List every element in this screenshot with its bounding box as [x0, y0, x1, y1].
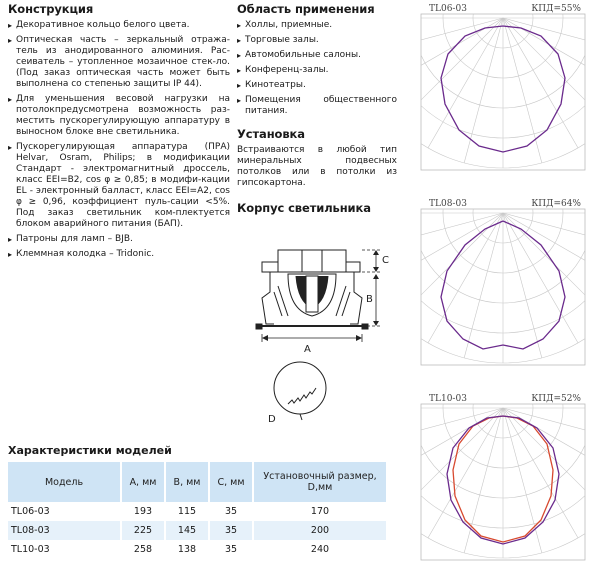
cell-b: 138	[165, 540, 209, 559]
diagram-model-label: TL08-03	[429, 199, 467, 209]
header-b: B, мм	[165, 462, 209, 502]
header-d: Установочный размер, D,мм	[253, 462, 386, 502]
application-item: ▸ Холлы, приемные.	[237, 20, 397, 31]
installation-title: Установка	[237, 127, 305, 141]
cell-b: 115	[165, 502, 209, 521]
dim-b-label: B	[366, 294, 373, 305]
cell-a: 258	[121, 540, 165, 559]
diagram-efficiency-label: КПД=52%	[531, 394, 581, 404]
table-row	[8, 521, 386, 540]
dim-a-label: A	[304, 344, 311, 355]
models-table-title: Характеристики моделей	[8, 444, 172, 457]
cell-d: 170	[253, 502, 386, 521]
construction-item: ▸ Пускорегулирующая аппаратура (ПРА) Helvar, Osram, Philips; в модификации Стандарт - электромагнитный дроссель, класс EEI=B2, cos φ ≥ 0,85; в модифи-кации EL - электронный балласт, класс EEI=A2, cos φ ≥ 0,96, коэффициент пуль-сации <5%. Под заказ светильник ком-плектуется блоком аварийного питания (БАП).	[8, 142, 230, 230]
models-table	[8, 462, 386, 559]
construction-item: ▸ Оптическая часть – зеркальный отража-тель из анодированного алюминия. Рас-сеиватель – утопленное мозаичное стек-ло. (Под заказ оптическая часть может быть выполнена со степенью защиты IP 44).	[8, 35, 230, 90]
diagram-efficiency-label: КПД=64%	[531, 199, 581, 209]
construction-item: ▸ Для уменьшения весовой нагрузки на потолокпредусмотрена возможность раз-местить пускорегулирующую аппаратуру в выносном блоке вне светильника.	[8, 94, 230, 138]
application-list	[237, 20, 397, 117]
housing-drawing	[244, 246, 394, 436]
application-item: ▸ Конференц-залы.	[237, 65, 397, 76]
cell-a: 193	[121, 502, 165, 521]
cell-model: TL08-03	[8, 521, 121, 540]
application-section	[237, 2, 397, 219]
photometric-diagram-2	[419, 197, 587, 369]
application-item: ▸ Автомобильные салоны.	[237, 50, 397, 61]
cell-d: 200	[253, 521, 386, 540]
application-item: ▸ Кинотеатры.	[237, 80, 397, 91]
installation-text: Встраиваются в любой тип минеральных подвесных потолков или в потолки из гипсокартона.	[237, 145, 397, 188]
cell-d: 240	[253, 540, 386, 559]
diagram-model-label: TL10-03	[429, 394, 467, 404]
table-row	[8, 502, 386, 521]
construction-section	[8, 2, 230, 264]
cell-b: 145	[165, 521, 209, 540]
cell-a: 225	[121, 521, 165, 540]
construction-list	[8, 20, 230, 260]
table-row	[8, 540, 386, 559]
diagram-model-label: TL06-03	[429, 4, 467, 14]
housing-title: Корпус светильника	[237, 201, 371, 215]
photometric-diagram-1	[419, 2, 587, 174]
cell-c: 35	[209, 540, 253, 559]
construction-item: ▸ Клеммная колодка – Tridonic.	[8, 249, 230, 260]
application-title: Область применения	[237, 2, 375, 16]
dim-d-label: D	[268, 414, 276, 425]
construction-title: Конструкция	[8, 2, 94, 16]
application-item: ▸ Торговые залы.	[237, 35, 397, 46]
header-model: Модель	[8, 462, 121, 502]
cell-model: TL06-03	[8, 502, 121, 521]
cell-c: 35	[209, 521, 253, 540]
table-header-row	[8, 462, 386, 502]
construction-item: ▸ Патроны для ламп – BJB.	[8, 234, 230, 245]
header-c: C, мм	[209, 462, 253, 502]
diagram-efficiency-label: КПД=55%	[531, 4, 581, 14]
header-a: A, мм	[121, 462, 165, 502]
cell-c: 35	[209, 502, 253, 521]
dim-c-label: C	[382, 255, 389, 266]
photometric-diagram-3	[419, 392, 587, 564]
construction-item: ▸ Декоративное кольцо белого цвета.	[8, 20, 230, 31]
application-item: ▸ Помещения общественного питания.	[237, 95, 397, 117]
cell-model: TL10-03	[8, 540, 121, 559]
